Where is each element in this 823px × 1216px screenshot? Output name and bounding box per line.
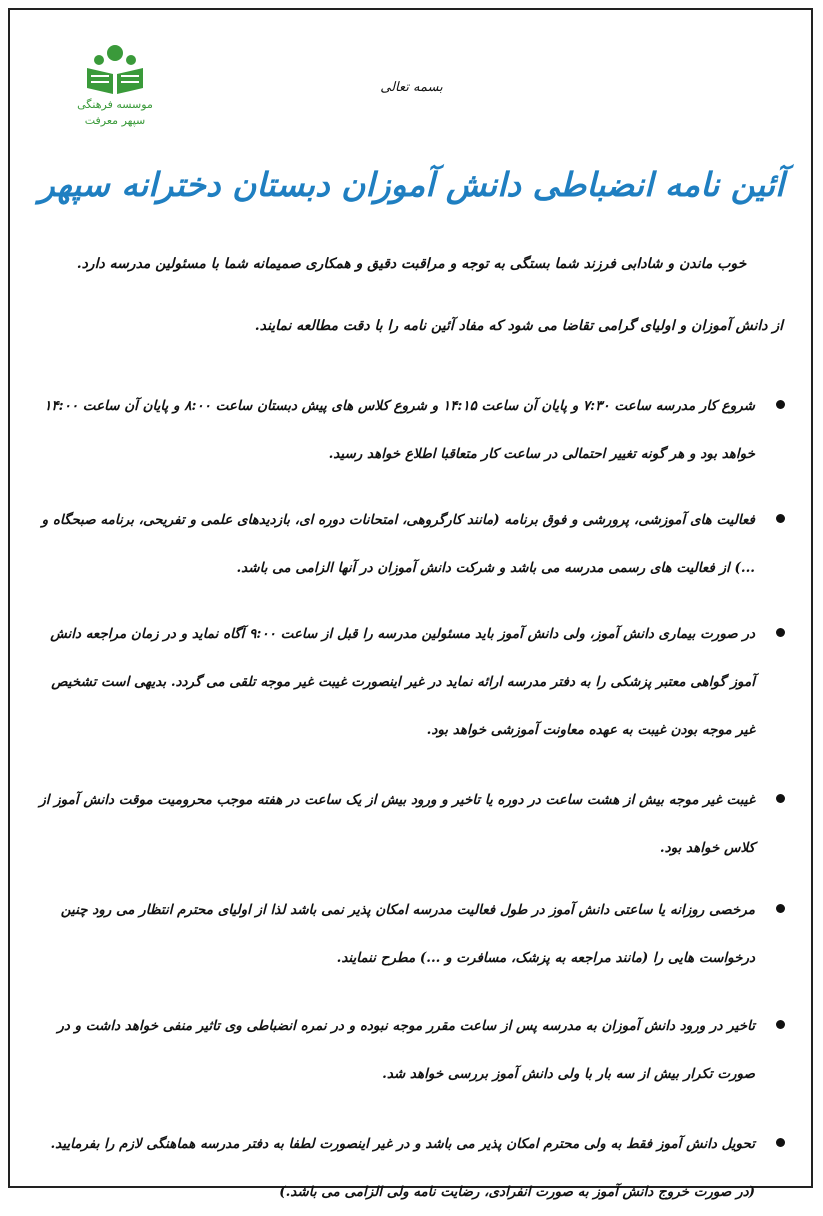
rule-item [30, 1120, 795, 1216]
bullet-icon [776, 1138, 785, 1147]
logo-caption-line1: موسسه فرهنگی [77, 98, 153, 111]
rule-text: در صورت بیماری دانش آموز، ولی دانش آموز باید مسئولین مدرسه را قبل از ساعت ۹:۰۰ آگاه نماید و در زمان مراجعه دانش آموز گواهی معتبر پزشکی را به دفتر مدرسه ارائه نماید در غیر اینصورت غیبت غیر موجه تلقی می گردد. بدیهی است تشخیص غیر موجه بودن غیبت به عهده معاونت آموزشی خواهد بود. [50, 626, 755, 738]
rule-item [30, 496, 795, 592]
rules-list [30, 382, 795, 1216]
rule-text: غیبت غیر موجه بیش از هشت ساعت در دوره یا تاخیر و ورود بیش از یک ساعت در هفته موجب محرومیت موقت دانش آموز از کلاس خواهد بود. [39, 792, 755, 856]
rule-text: فعالیت های آموزشی، پرورشی و فوق برنامه (مانند کارگروهی، امتحانات دوره ای، بازدیدهای علمی و تفریحی، برنامه صبحگاه و ...) از فعالیت های رسمی مدرسه می باشد و شرکت دانش آموزان در آنها الزامی می باشد. [41, 512, 755, 576]
rule-text: مرخصی روزانه یا ساعتی دانش آموز در طول فعالیت مدرسه امکان پذیر نمی باشد لذا از اولیای محترم انتظار می رود چنین درخواست هایی را (مانند مراجعه به پزشک، مسافرت و ...) مطرح ننمایند. [60, 902, 755, 966]
rule-text: شروع کار مدرسه ساعت ۷:۳۰ و پایان آن ساعت ۱۴:۱۵ و شروع کلاس های پیش دبستان ساعت ۸:۰۰ و پایان آن ساعت ۱۴:۰۰ خواهد بود و هر گونه تغییر احتمالی در ساعت کار متعاقبا اطلاع خواهد رسید. [44, 398, 755, 462]
document-title: آئین نامه انضباطی دانش آموزان دبستان دخترانه سپهر [38, 165, 785, 204]
rule-item [30, 886, 795, 982]
rule-item [30, 776, 795, 872]
rule-item [30, 610, 795, 754]
bullet-icon [776, 904, 785, 913]
bullet-icon [776, 400, 785, 409]
rule-text: تحویل دانش آموز فقط به ولی محترم امکان پذیر می باشد و در غیر اینصورت لطفا به دفتر مدرسه هماهنگی لازم را بفرمایید. (در صورت خروج دانش آموز به صورت انفرادی، رضایت نامه ولی الزامی می باشد.) [50, 1136, 755, 1200]
logo-caption-line2: سپهر معرفت [84, 114, 146, 127]
basmala: بسمه تعالی [380, 80, 443, 95]
bullet-icon [776, 1020, 785, 1029]
rule-item [30, 382, 795, 478]
rule-item [30, 1002, 795, 1098]
intro-text: خوب ماندن و شادابی فرزند شما بستگی به توجه و مراقبت دقیق و همکاری صمیمانه شما با مسئولین مدرسه دارد. [76, 256, 747, 272]
rule-text: تاخیر در ورود دانش آموزان به مدرسه پس از ساعت مقرر موجه نبوده و در نمره انضباطی وی تاثیر منفی خواهد داشت و در صورت تکرار بیش از سه بار با ولی دانش آموز بررسی خواهد شد. [57, 1018, 755, 1082]
lead-text: از دانش آموزان و اولیای گرامی تقاضا می شود که مفاد آئین نامه را با دقت مطالعه نمایند. [254, 318, 783, 334]
bullet-icon [776, 794, 785, 803]
bullet-icon [776, 628, 785, 637]
bullet-icon [776, 514, 785, 523]
